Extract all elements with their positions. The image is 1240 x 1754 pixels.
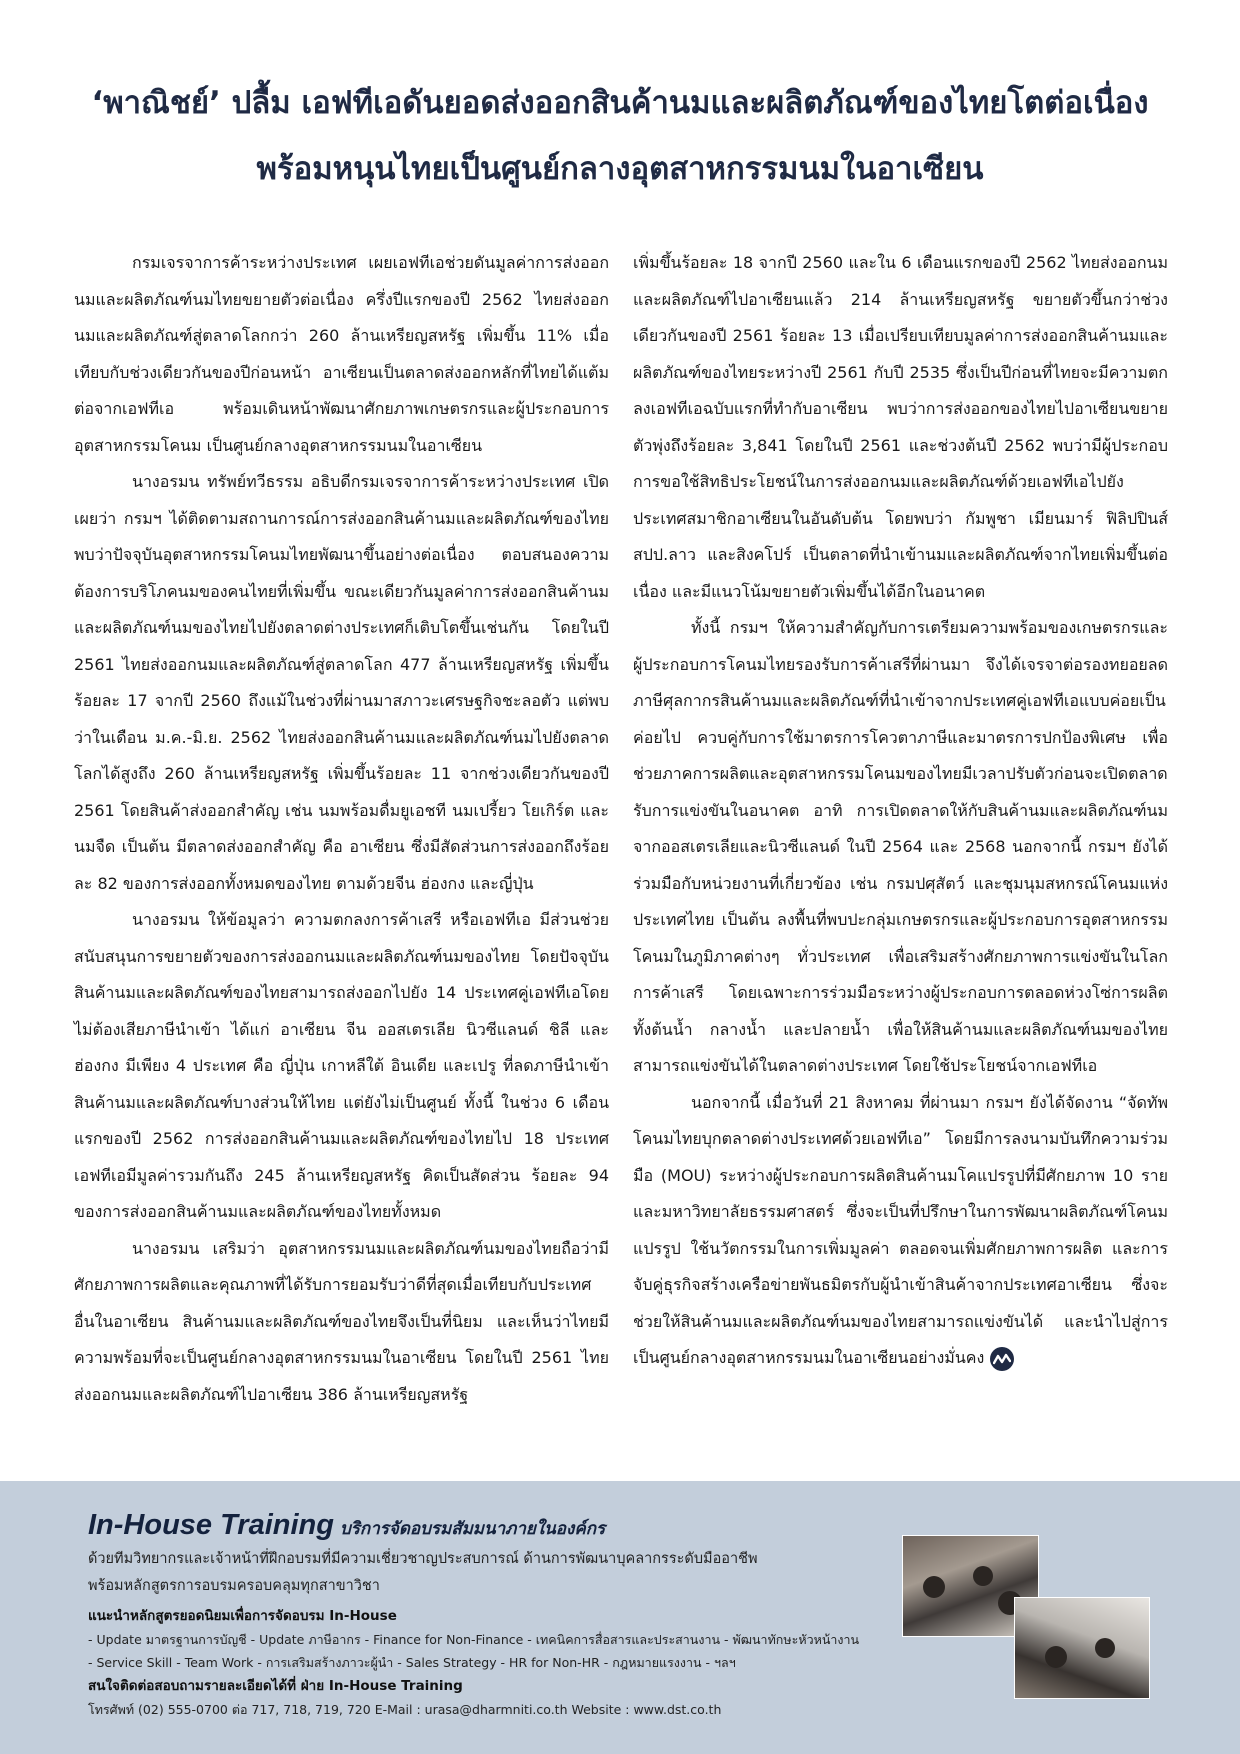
paragraph-4-continued: เพิ่มขึ้นร้อยละ 18 จากปี 2560 และใน 6 เดือนแรกของปี 2562 ไทยส่งออกนมและผลิตภัณฑ์ไปอาเซียนแล้ว 214 ล้านเหรียญสหรัฐ ขยายตัวขึ้นกว่าช่วงเดียวกันของปี 2561 ร้อยละ 13 เมื่อเปรียบเทียบมูลค่าการส่งออกสินค้านมและผลิตภัณฑ์ของไทยระหว่างปี 2561 กับปี 2535 ซึ่งเป็นปีก่อนที่ไทยจะมีความตกลงเอฟทีเอฉบับแรกที่ทำกับอาเซียน พบว่าการส่งออกของไทยไปอาเซียนขยายตัวพุ่งถึงร้อยละ 3,841 โดยในปี 2561 และช่วงต้นปี 2562 พบว่ามีผู้ประกอบการขอใช้สิทธิประโยชน์ในการส่งออกนมและผลิตภัณฑ์ด้วยเอฟทีเอไปยังประเทศสมาชิกอาเซียนในอันดับต้น โดยพบว่า กัมพูชา เมียนมาร์ ฟิลิปปินส์ สปป.ลาว และสิงคโปร์ เป็นตลาดที่นำเข้านมและผลิตภัณฑ์จากไทยเพิ่มขึ้นต่อเนื่อง และมีแนวโน้มขยายตัวเพิ่มขึ้นได้อีกในอนาคต [633, 253, 1168, 601]
brand-subtitle: บริการจัดอบรมสัมมนาภายในองค์กร [339, 1519, 606, 1539]
brand-title: In-House Training [88, 1509, 334, 1541]
contact-heading: สนใจติดต่อสอบถามรายละเอียดได้ที่ ฝ่าย In-House Training [88, 1678, 463, 1694]
right-column [633, 245, 1168, 1377]
courses-line-2: - Service Skill - Team Work - การเสริมสร้างภาวะผู้นำ - Sales Strategy - HR for Non-HR - กฎหมายแรงงาน - ฯลฯ [88, 1655, 736, 1670]
paragraph-4: นางอรมน เสริมว่า อุตสาหกรรมนมและผลิตภัณฑ์นมของไทยถือว่ามีศักยภาพการผลิตและคุณภาพที่ได้รับการยอมรับว่าดีที่สุดเมื่อเทียบกับประเทศอื่นในอาเซียน สินค้านมและผลิตภัณฑ์ของไทยจึงเป็นที่นิยม และเห็นว่าไทยมีความพร้อมที่จะเป็นศูนย์กลางอุตสาหกรรมนมในอาเซียน โดยในปี 2561 ไทยส่งออกนมและผลิตภัณฑ์ไปอาเซียน 386 ล้านเหรียญสหรัฐ [74, 1238, 609, 1404]
courses-line-1: - Update มาตรฐานการบัญชี - Update ภาษีอากร - Finance for Non-Finance - เทคนิคการสื่อสารและประสานงาน - พัฒนาทักษะหัวหน้างาน [88, 1632, 860, 1647]
banner-brand [88, 1509, 888, 1542]
banner-line-2: พร้อมหลักสูตรการอบรมครอบคลุมทุกสาขาวิชา [88, 1578, 380, 1594]
training-photo-2 [1014, 1597, 1150, 1699]
paragraph-6-text: นอกจากนี้ เมื่อวันที่ 21 สิงหาคม ที่ผ่านมา กรมฯ ยังได้จัดงาน “จัดทัพโคนมไทยบุกตลาดต่างประเทศด้วยเอฟทีเอ” โดยมีการลงนามบันทึกความร่วมมือ (MOU) ระหว่างผู้ประกอบการผลิตสินค้านมโคแปรรูปที่มีศักยภาพ 10 ราย และมหาวิทยาลัยธรรมศาสตร์ ซึ่งจะเป็นที่ปรึกษาในการพัฒนาผลิตภัณฑ์โคนมแปรรูป ใช้นวัตกรรมในการเพิ่มมูลค่า ตลอดจนเพิ่มศักยภาพการผลิต และการจับคู่ธุรกิจสร้างเครือข่ายพันธมิตรกับผู้นำเข้าสินค้าจากประเทศอาเซียน ซึ่งจะช่วยให้สินค้านมและผลิตภัณฑ์นมของไทยสามารถแข่งขันได้ และนำไปสู่การเป็นศูนย์กลางอุตสาหกรรมนมในอาเซียนอย่างมั่นคง [633, 1092, 1168, 1367]
paragraph-3: นางอรมน ให้ข้อมูลว่า ความตกลงการค้าเสรี หรือเอฟทีเอ มีส่วนช่วยสนับสนุนการขยายตัวของการส่งออกนมและผลิตภัณฑ์นมของไทย โดยปัจจุบันสินค้านมและผลิตภัณฑ์ของไทยสามารถส่งออกไปยัง 14 ประเทศคู่เอฟทีเอโดยไม่ต้องเสียภาษีนำเข้า ได้แก่ อาเซียน จีน ออสเตรเลีย นิวซีแลนด์ ชิลี และฮ่องกง มีเพียง 4 ประเทศ คือ ญี่ปุ่น เกาหลีใต้ อินเดีย และเปรู ที่ลดภาษีนำเข้าสินค้านมและผลิตภัณฑ์บางส่วนให้ไทย แต่ยังไม่เป็นศูนย์ ทั้งนี้ ในช่วง 6 เดือนแรกของปี 2562 การส่งออกสินค้านมและผลิตภัณฑ์ของไทยไป 18 ประเทศเอฟทีเอมีมูลค่ารวมกันถึง 245 ล้านเหรียญสหรัฐ คิดเป็นสัดส่วน ร้อยละ 94 ของการส่งออกสินค้านมและผลิตภัณฑ์ของไทยทั้งหมด [74, 910, 609, 1221]
paragraph-6 [633, 1085, 1168, 1377]
paragraph-2: นางอรมน ทรัพย์ทวีธรรม อธิบดีกรมเจรจาการค้าระหว่างประเทศ เปิดเผยว่า กรมฯ ได้ติดตามสถานการณ์การส่งออกสินค้านมและผลิตภัณฑ์ของไทย พบว่าปัจจุบันอุตสาหกรรมโคนมไทยพัฒนาขึ้นอย่างต่อเนื่อง ตอบสนองความต้องการบริโภคนมของคนไทยที่เพิ่มขึ้น ขณะเดียวกันมูลค่าการส่งออกสินค้านมและผลิตภัณฑ์นมของไทยไปยังตลาดต่างประเทศก็เติบโตขึ้นเช่นกัน โดยในปี 2561 ไทยส่งออกนมและผลิตภัณฑ์สู่ตลาดโลก 477 ล้านเหรียญสหรัฐ เพิ่มขึ้นร้อยละ 17 จากปี 2560 ถึงแม้ในช่วงที่ผ่านมาสภาวะเศรษฐกิจชะลอตัว แต่พบว่าในเดือน ม.ค.-มิ.ย. 2562 ไทยส่งออกสินค้านมและผลิตภัณฑ์นมไปยังตลาดโลกได้สูงถึง 260 ล้านเหรียญสหรัฐ เพิ่มขึ้นร้อยละ 11 จากช่วงเดียวกันของปี 2561 โดยสินค้าส่งออกสำคัญ เช่น นมพร้อมดื่มยูเอชที นมเปรี้ยว โยเกิร์ต และนมจืด เป็นต้น มีตลาดส่งออกสำคัญ คือ อาเซียน ซึ่งมีสัดส่วนการส่งออกถึงร้อยละ 82 ของการส่งออกทั้งหมดของไทย ตามด้วยจีน ฮ่องกง และญี่ปุ่น [74, 472, 609, 893]
title-line-1: ‘พาณิชย์’ ปลื้ม เอฟทีเอดันยอดส่งออกสินค้านมและผลิตภัณฑ์ของไทยโตต่อเนื่อง [91, 85, 1149, 121]
paragraph-1: กรมเจรจาการค้าระหว่างประเทศ เผยเอฟทีเอช่วยดันมูลค่าการส่งออกนมและผลิตภัณฑ์นมไทยขยายตัวต่อเนื่อง ครึ่งปีแรกของปี 2562 ไทยส่งออกนมและผลิตภัณฑ์สู่ตลาดโลกกว่า 260 ล้านเหรียญสหรัฐ เพิ่มขึ้น 11% เมื่อเทียบกับช่วงเดียวกันของปีก่อนหน้า อาเซียนเป็นตลาดส่งออกหลักที่ไทยได้แต้มต่อจากเอฟทีเอ พร้อมเดินหน้าพัฒนาศักยภาพเกษตรกรและผู้ประกอบการอุตสาหกรรมโคนม เป็นศูนย์กลางอุตสาหกรรมนมในอาเซียน [74, 253, 609, 455]
courses-heading: แนะนำหลักสูตรยอดนิยมเพื่อการจัดอบรม In-House [88, 1608, 397, 1624]
logo-icon [990, 1347, 1014, 1371]
title-line-2: พร้อมหนุนไทยเป็นศูนย์กลางอุตสาหกรรมนมในอาเซียน [256, 151, 984, 187]
paragraph-5: ทั้งนี้ กรมฯ ให้ความสำคัญกับการเตรียมความพร้อมของเกษตรกรและผู้ประกอบการโคนมไทยรองรับการค้าเสรีที่ผ่านมา จึงได้เจรจาต่อรองทยอยลดภาษีศุลกากรสินค้านมและผลิตภัณฑ์ที่นำเข้าจากประเทศคู่เอฟทีเอแบบค่อยเป็นค่อยไป ควบคู่กับการใช้มาตรการโควตาภาษีและมาตรการปกป้องพิเศษ เพื่อช่วยภาคการผลิตและอุตสาหกรรมโคนมของไทยมีเวลาปรับตัวก่อนจะเปิดตลาดรับการแข่งขันในอนาคต อาทิ การเปิดตลาดให้กับสินค้านมและผลิตภัณฑ์นมจากออสเตรเลียและนิวซีแลนด์ ในปี 2564 และ 2568 นอกจากนี้ กรมฯ ยังได้ร่วมมือกับหน่วยงานที่เกี่ยวข้อง เช่น กรมปศุสัตว์ และชุมนุมสหกรณ์โคนมแห่งประเทศไทย เป็นต้น ลงพื้นที่พบปะกลุ่มเกษตรกรและผู้ประกอบการอุตสาหกรรมโคนมในภูมิภาคต่างๆ ทั่วประเทศ เพื่อเสริมสร้างศักยภาพการแข่งขันในโลกการค้าเสรี โดยเฉพาะการร่วมมือระหว่างผู้ประกอบการตลอดห่วงโซ่การผลิต ทั้งต้นน้ำ กลางน้ำ และปลายน้ำ เพื่อให้สินค้านมและผลิตภัณฑ์นมของไทยสามารถแข่งขันได้ในตลาดต่างประเทศ โดยใช้ประโยชน์จากเอฟทีเอ [633, 618, 1168, 1075]
banner-text [88, 1509, 888, 1721]
contact-line: โทรศัพท์ (02) 555-0700 ต่อ 717, 718, 719, 720 E-Mail : urasa@dharmniti.co.th Website : www.dst.co.th [88, 1702, 722, 1717]
article-title [40, 70, 1200, 202]
left-column [74, 245, 609, 1413]
banner-line-1: ด้วยทีมวิทยากรและเจ้าหน้าที่ฝึกอบรมที่มีความเชี่ยวชาญประสบการณ์ ด้านการพัฒนาบุคลากรระดับมืออาชีพ [88, 1551, 758, 1567]
in-house-training-banner [0, 1481, 1240, 1754]
